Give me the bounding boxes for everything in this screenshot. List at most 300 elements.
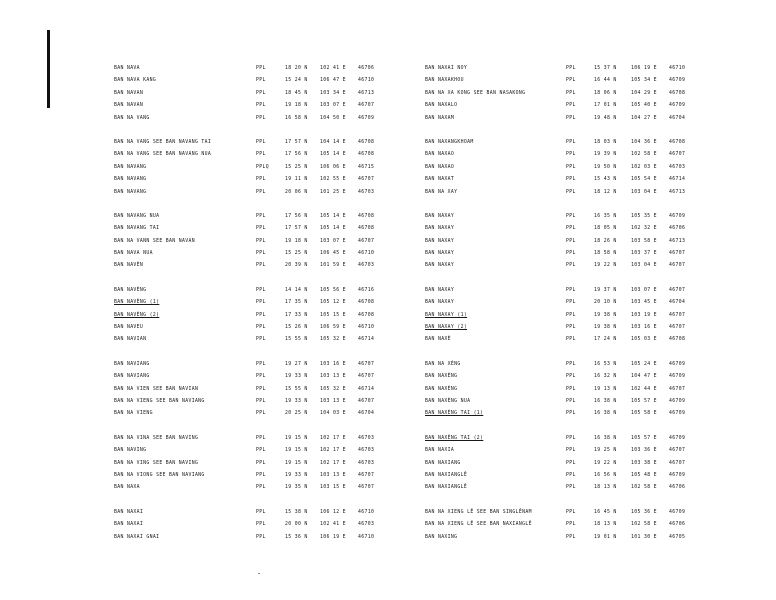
latitude: 18 13 N [594, 522, 617, 528]
sheet-code: 46707 [669, 152, 686, 158]
latitude: 19 39 N [594, 152, 617, 158]
sheet-code: 46703 [669, 164, 686, 170]
latitude: 18 06 N [594, 90, 617, 96]
sheet-code: 46709 [669, 374, 686, 380]
sheet-code: 46714 [669, 177, 686, 183]
gazetteer-entry [425, 461, 725, 473]
place-name: BAN NAXAY [425, 287, 455, 293]
latitude: 19 27 N [285, 361, 308, 367]
feature-class: PPL [566, 509, 576, 515]
place-name: BAN NAVING [114, 448, 147, 454]
feature-class: PPL [566, 325, 576, 331]
sheet-code: 46713 [358, 90, 375, 96]
gazetteer-entry [114, 177, 414, 189]
latitude: 16 32 N [594, 374, 617, 380]
latitude: 19 15 N [285, 435, 308, 441]
gazetteer-entry [114, 436, 414, 448]
sheet-code: 46708 [669, 90, 686, 96]
feature-class: PPL [566, 522, 576, 528]
sheet-code: 46708 [358, 300, 375, 306]
place-name: BAN NAXÈNG [425, 374, 458, 380]
sheet-code: 46706 [358, 66, 375, 71]
sheet-code: 46704 [358, 411, 375, 417]
entry-group [114, 140, 414, 202]
sheet-code: 46708 [358, 312, 375, 318]
gazetteer-entry [425, 78, 725, 90]
latitude: 14 14 N [285, 287, 308, 293]
longitude: 105 14 E [320, 152, 346, 158]
gazetteer-entry [425, 337, 725, 349]
place-name: BAN NAXÈNG TAI (1) [425, 411, 484, 417]
feature-class: PPLQ [256, 164, 269, 170]
longitude: 105 32 E [320, 386, 346, 392]
sheet-code: 46709 [669, 472, 686, 478]
longitude: 102 17 E [320, 460, 346, 466]
sheet-code: 46714 [358, 386, 375, 392]
longitude: 103 36 E [631, 448, 657, 454]
place-name: BAN NAXAY [425, 213, 455, 219]
sheet-code: 46705 [669, 534, 686, 540]
latitude: 16 38 N [594, 398, 617, 404]
longitude: 103 15 E [320, 485, 346, 491]
feature-class: PPL [256, 534, 266, 540]
sheet-code: 46703 [358, 448, 375, 454]
sheet-code: 46707 [669, 460, 686, 466]
gazetteer-entry [114, 91, 414, 103]
place-name: BAN NAVIAN [114, 337, 147, 343]
place-name: BAN NAXAI [114, 522, 144, 528]
feature-class: PPL [256, 435, 266, 441]
sheet-code: 46704 [669, 115, 686, 121]
place-name: BAN NA VANG SEE BAN NAVANG NUA [114, 152, 212, 158]
longitude: 104 27 E [631, 115, 657, 121]
longitude: 103 45 E [631, 300, 657, 306]
place-name: BAN NAXAI [114, 509, 144, 515]
longitude: 103 04 E [631, 189, 657, 195]
place-name: BAN NA VIENG SEE BAN NAVIANG [114, 398, 205, 404]
latitude: 19 38 N [594, 312, 617, 318]
latitude: 20 25 N [285, 411, 308, 417]
feature-class: PPL [256, 103, 266, 109]
place-name: BAN NAXAO [425, 152, 455, 158]
latitude: 19 18 N [285, 103, 308, 109]
place-name: BAN NAVANG [114, 189, 147, 195]
place-name: BAN NAXAI GNAI [114, 534, 160, 540]
sheet-code: 46710 [358, 251, 375, 257]
place-name: BAN NAVANG TAI [114, 226, 160, 232]
longitude: 103 13 E [320, 472, 346, 478]
latitude: 20 00 N [285, 522, 308, 528]
gazetteer-entry [425, 177, 725, 189]
feature-class: PPL [566, 398, 576, 404]
gazetteer-entry [425, 263, 725, 275]
longitude: 102 58 E [631, 152, 657, 158]
place-name: BAN NAXÈ [425, 337, 451, 343]
place-name: BAN NAVANG [114, 164, 147, 170]
latitude: 19 50 N [594, 164, 617, 170]
longitude: 105 32 E [320, 337, 346, 343]
feature-class: PPL [566, 78, 576, 84]
sheet-code: 46709 [669, 213, 686, 219]
longitude: 105 35 E [631, 213, 657, 219]
longitude: 104 29 E [631, 90, 657, 96]
feature-class: PPL [566, 213, 576, 219]
longitude: 104 50 E [320, 115, 346, 121]
sheet-code: 46707 [669, 263, 686, 269]
sheet-code: 46707 [358, 374, 375, 380]
longitude: 103 07 E [631, 287, 657, 293]
feature-class: PPL [566, 386, 576, 392]
longitude: 105 14 E [320, 226, 346, 232]
margin-mark [47, 30, 50, 108]
place-name: BAN NAVANG [114, 177, 147, 183]
longitude: 104 03 E [320, 411, 346, 417]
gazetteer-entry [114, 288, 414, 300]
gazetteer-entry [114, 535, 414, 547]
place-name: BAN NAVÈNG (2) [114, 312, 160, 318]
latitude: 16 45 N [594, 509, 617, 515]
sheet-code: 46709 [669, 411, 686, 417]
left-column [114, 66, 414, 559]
feature-class: PPL [256, 115, 266, 121]
gazetteer-entry [114, 337, 414, 349]
feature-class: PPL [256, 312, 266, 318]
place-name: BAN NA VANG [114, 115, 150, 121]
gazetteer-entry [114, 214, 414, 226]
gazetteer-entry [425, 448, 725, 460]
sheet-code: 46713 [669, 238, 686, 244]
sheet-code: 46703 [358, 189, 375, 195]
place-name: BAN NAVIANG [114, 374, 150, 380]
feature-class: PPL [256, 472, 266, 478]
feature-class: PPL [566, 90, 576, 96]
feature-class: PPL [256, 238, 266, 244]
gazetteer-entry [114, 116, 414, 128]
place-name: BAN NAXANGKHOAM [425, 139, 474, 145]
latitude: 20 39 N [285, 263, 308, 269]
longitude: 105 48 E [631, 472, 657, 478]
longitude: 103 34 E [320, 90, 346, 96]
place-name: BAN NAVANG NUA [114, 213, 160, 219]
sheet-code: 46715 [358, 164, 375, 170]
latitude: 20 10 N [594, 300, 617, 306]
longitude: 102 58 E [631, 485, 657, 491]
feature-class: PPL [256, 78, 266, 84]
place-name: BAN NA XIENG LÊ SEE BAN NAXIANGLÊ [425, 522, 532, 528]
sheet-code: 46706 [669, 226, 686, 232]
sheet-code: 46707 [358, 177, 375, 183]
gazetteer-entry [114, 251, 414, 263]
sheet-code: 46710 [358, 509, 375, 515]
latitude: 19 18 N [285, 238, 308, 244]
feature-class: PPL [566, 300, 576, 306]
longitude: 104 14 E [320, 139, 346, 145]
latitude: 19 38 N [594, 325, 617, 331]
longitude: 103 37 E [631, 251, 657, 257]
place-name: BAN NAVA [114, 66, 140, 71]
sheet-code: 46713 [669, 189, 686, 195]
feature-class: PPL [566, 435, 576, 441]
sheet-code: 46709 [669, 509, 686, 515]
sheet-code: 46710 [669, 66, 686, 71]
longitude: 103 19 E [631, 312, 657, 318]
feature-class: PPL [566, 411, 576, 417]
longitude: 102 17 E [320, 448, 346, 454]
longitude: 106 59 E [320, 325, 346, 331]
feature-class: PPL [256, 189, 266, 195]
longitude: 103 04 E [631, 263, 657, 269]
feature-class: PPL [566, 238, 576, 244]
entry-group [114, 66, 414, 128]
gazetteer-entry [425, 485, 725, 497]
sheet-code: 46703 [358, 522, 375, 528]
longitude: 105 54 E [631, 177, 657, 183]
sheet-code: 46707 [669, 312, 686, 318]
gazetteer-entry [114, 461, 414, 473]
gazetteer-entry [425, 116, 725, 128]
place-name: BAN NAVA KANG [114, 78, 157, 84]
feature-class: PPL [256, 66, 266, 71]
latitude: 17 01 N [594, 103, 617, 109]
longitude: 106 45 E [320, 251, 346, 257]
longitude: 105 57 E [631, 398, 657, 404]
feature-class: PPL [256, 337, 266, 343]
gazetteer-entry [114, 485, 414, 497]
entry-group [425, 288, 725, 350]
entry-group [425, 362, 725, 424]
latitude: 17 57 N [285, 226, 308, 232]
place-name: BAN NA XÈNG [425, 361, 461, 367]
latitude: 16 44 N [594, 78, 617, 84]
sheet-code: 46707 [358, 103, 375, 109]
latitude: 16 58 N [285, 115, 308, 121]
latitude: 15 43 N [594, 177, 617, 183]
place-name: BAN NA XA KONG SEE BAN NASAKONG [425, 90, 526, 96]
sheet-code: 46709 [669, 361, 686, 367]
gazetteer-entry [425, 387, 725, 399]
place-name: BAN NAXAY [425, 226, 455, 232]
place-name: BAN NAXAT [425, 177, 455, 183]
latitude: 18 58 N [594, 251, 617, 257]
latitude: 17 56 N [285, 213, 308, 219]
latitude: 17 33 N [285, 312, 308, 318]
feature-class: PPL [256, 300, 266, 306]
gazetteer-entry [425, 226, 725, 238]
gazetteer-entry [425, 473, 725, 485]
latitude: 20 06 N [285, 189, 308, 195]
gazetteer-entry [114, 510, 414, 522]
feature-class: PPL [566, 66, 576, 71]
feature-class: PPL [256, 213, 266, 219]
longitude: 105 15 E [320, 312, 346, 318]
longitude: 102 03 E [631, 164, 657, 170]
gazetteer-entry [114, 362, 414, 374]
sheet-code: 46709 [669, 398, 686, 404]
latitude: 19 13 N [594, 386, 617, 392]
place-name: BAN NA VIONG SEE BAN NAVIANG [114, 472, 205, 478]
gazetteer-entry [425, 436, 725, 448]
sheet-code: 46709 [669, 435, 686, 441]
feature-class: PPL [256, 152, 266, 158]
feature-class: PPL [566, 312, 576, 318]
feature-class: PPL [256, 386, 266, 392]
sheet-code: 46710 [358, 534, 375, 540]
gazetteer-entry [425, 214, 725, 226]
feature-class: PPL [566, 263, 576, 269]
sheet-code: 46707 [669, 287, 686, 293]
latitude: 17 24 N [594, 337, 617, 343]
sheet-code: 46708 [358, 152, 375, 158]
gazetteer-entry [425, 411, 725, 423]
gazetteer-entry [425, 300, 725, 312]
longitude: 103 58 E [631, 238, 657, 244]
place-name: BAN NAVAN [114, 90, 144, 96]
sheet-code: 46706 [669, 522, 686, 528]
place-name: BAN NAVIANG [114, 361, 150, 367]
entry-group [425, 140, 725, 202]
sheet-code: 46714 [358, 337, 375, 343]
gazetteer-entry [425, 140, 725, 152]
gazetteer-entry [114, 165, 414, 177]
feature-class: PPL [566, 337, 576, 343]
sheet-code: 46707 [669, 386, 686, 392]
longitude: 105 58 E [631, 411, 657, 417]
gazetteer-entry [425, 165, 725, 177]
sheet-code: 46703 [358, 263, 375, 269]
feature-class: PPL [566, 287, 576, 293]
place-name: BAN NAXAKHOU [425, 78, 464, 84]
feature-class: PPL [566, 460, 576, 466]
latitude: 15 55 N [285, 386, 308, 392]
latitude: 18 26 N [594, 238, 617, 244]
longitude: 105 40 E [631, 103, 657, 109]
sheet-code: 46707 [669, 325, 686, 331]
sheet-code: 46710 [358, 325, 375, 331]
longitude: 106 19 E [320, 534, 346, 540]
longitude: 105 36 E [631, 509, 657, 515]
place-name: BAN NAXIANGLÊ [425, 472, 468, 478]
gazetteer-entry [114, 411, 414, 423]
latitude: 15 36 N [285, 534, 308, 540]
feature-class: PPL [256, 263, 266, 269]
sheet-code: 46703 [358, 460, 375, 466]
sheet-code: 46707 [358, 238, 375, 244]
longitude: 102 17 E [320, 435, 346, 441]
feature-class: PPL [256, 448, 266, 454]
gazetteer-entry [425, 374, 725, 386]
place-name: BAN NA VANN SEE BAN NAVAN [114, 238, 195, 244]
latitude: 18 45 N [285, 90, 308, 96]
place-name: BAN NA VIEN SEE BAN NAVIAN [114, 386, 199, 392]
longitude: 104 36 E [631, 139, 657, 145]
feature-class: PPL [256, 374, 266, 380]
longitude: 103 38 E [631, 460, 657, 466]
latitude: 17 56 N [285, 152, 308, 158]
sheet-code: 46710 [358, 78, 375, 84]
latitude: 19 33 N [285, 398, 308, 404]
sheet-code: 46707 [358, 472, 375, 478]
place-name: BAN NAVÈNG (1) [114, 300, 160, 306]
sheet-code: 46703 [358, 435, 375, 441]
feature-class: PPL [566, 164, 576, 170]
feature-class: PPL [566, 115, 576, 121]
place-name: BAN NAXÈNG NUA [425, 398, 471, 404]
place-name: BAN NA VANG SEE BAN NAVANG TAI [114, 139, 212, 145]
latitude: 19 01 N [594, 534, 617, 540]
sheet-code: 46707 [358, 361, 375, 367]
entry-group [114, 214, 414, 276]
latitude: 16 53 N [594, 361, 617, 367]
place-name: BAN NAVÈN [114, 263, 144, 269]
longitude: 101 59 E [320, 263, 346, 269]
gazetteer-entry [114, 263, 414, 275]
feature-class: PPL [566, 189, 576, 195]
feature-class: PPL [256, 361, 266, 367]
place-name: BAN NAXAI NOY [425, 66, 468, 71]
feature-class: PPL [566, 177, 576, 183]
longitude: 106 47 E [320, 78, 346, 84]
longitude: 103 16 E [631, 325, 657, 331]
gazetteer-entry [114, 66, 414, 78]
longitude: 103 07 E [320, 103, 346, 109]
sheet-code: 46707 [669, 251, 686, 257]
gazetteer-entry [114, 473, 414, 485]
longitude: 102 55 E [320, 177, 346, 183]
place-name: BAN NAXAY [425, 300, 455, 306]
feature-class: PPL [256, 287, 266, 293]
feature-class: PPL [566, 472, 576, 478]
gazetteer-entry [114, 374, 414, 386]
longitude: 105 24 E [631, 361, 657, 367]
feature-class: PPL [256, 226, 266, 232]
place-name: BAN NAXIANGLÊ [425, 485, 468, 491]
latitude: 15 38 N [285, 509, 308, 515]
gazetteer-entry [425, 325, 725, 337]
place-name: BAN NAXAM [425, 115, 455, 121]
place-name: BAN NA VINA SEE BAN NAVING [114, 435, 199, 441]
place-name: BAN NAXÈNG TAI (2) [425, 435, 484, 441]
gazetteer-entry [114, 325, 414, 337]
feature-class: PPL [256, 485, 266, 491]
gazetteer-entry [114, 448, 414, 460]
sheet-code: 46708 [358, 213, 375, 219]
feature-class: PPL [256, 251, 266, 257]
latitude: 19 11 N [285, 177, 308, 183]
longitude: 104 47 E [631, 374, 657, 380]
feature-class: PPL [256, 90, 266, 96]
latitude: 18 13 N [594, 485, 617, 491]
longitude: 102 44 E [631, 386, 657, 392]
gazetteer-entry [114, 522, 414, 534]
longitude: 103 07 E [320, 238, 346, 244]
right-column [425, 66, 725, 559]
feature-class: PPL [566, 152, 576, 158]
longitude: 106 12 E [320, 509, 346, 515]
place-name: BAN NAXAY [425, 251, 455, 257]
sheet-code: 46708 [669, 139, 686, 145]
feature-class: PPL [566, 485, 576, 491]
feature-class: PPL [566, 374, 576, 380]
feature-class: PPL [256, 411, 266, 417]
place-name: BAN NAXAY (1) [425, 312, 468, 318]
feature-class: PPL [566, 139, 576, 145]
gazetteer-entry [114, 239, 414, 251]
latitude: 19 25 N [594, 448, 617, 454]
place-name: BAN NAXALO [425, 103, 458, 109]
latitude: 19 22 N [594, 263, 617, 269]
gazetteer-entry [425, 535, 725, 547]
gazetteer-entry [425, 510, 725, 522]
